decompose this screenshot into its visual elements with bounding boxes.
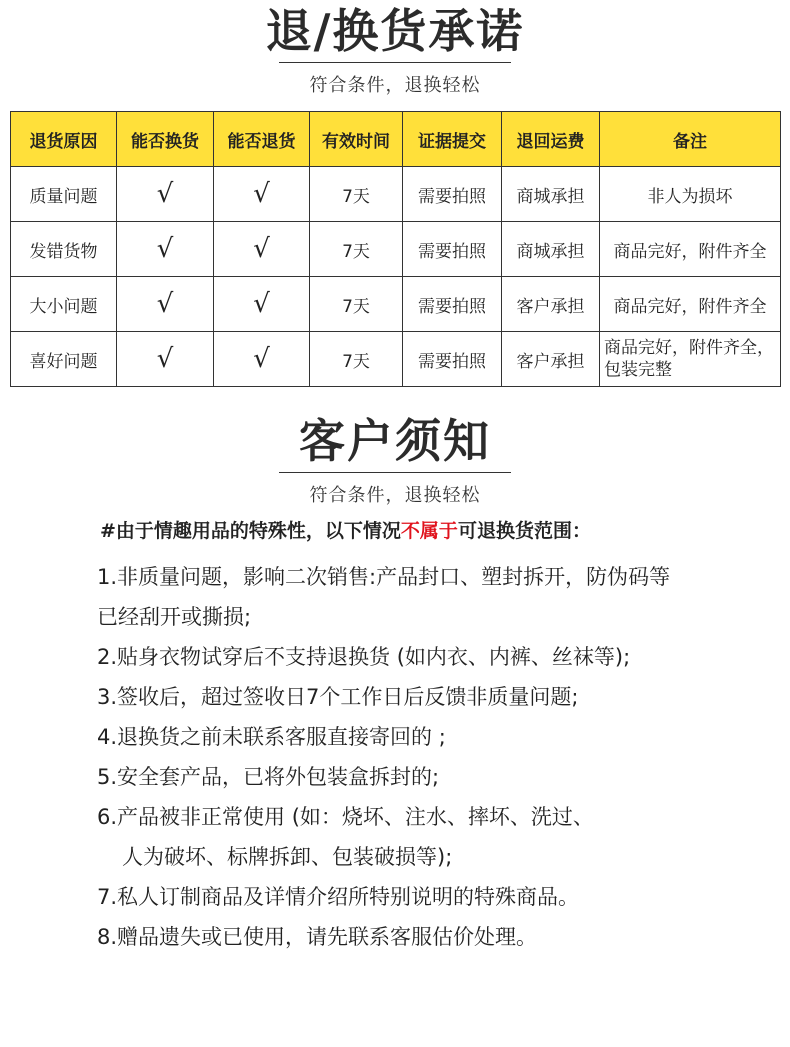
notice-lead-highlight: 不属于 [400, 520, 458, 542]
customer-notice-subtitle: 符合条件，退换轻松 [309, 485, 481, 506]
return-policy-table [10, 111, 781, 387]
check-icon: √ [117, 332, 214, 387]
title-underline [279, 62, 511, 63]
check-icon: √ [214, 332, 310, 387]
notice-item: 4.退换货之前未联系客服直接寄回的 ; [97, 725, 446, 749]
header-valid-period: 有效时间 [310, 112, 403, 167]
cell-evidence: 需要拍照 [403, 332, 502, 387]
table-row [11, 222, 781, 277]
notice-lead-text-end: 可退换货范围： [457, 520, 591, 542]
check-icon: √ [117, 277, 214, 332]
header-can-exchange: 能否换货 [117, 112, 214, 167]
return-promise-header [0, 4, 790, 97]
check-icon: √ [117, 167, 214, 222]
cell-period: 7天 [310, 167, 403, 222]
notice-lead [100, 516, 780, 543]
cell-shipping: 商城承担 [502, 167, 600, 222]
check-icon: √ [214, 222, 310, 277]
notice-item: 6.产品被非正常使用 (如：烧坏、注水、摔坏、洗过、 [97, 805, 594, 829]
notice-list [97, 516, 780, 957]
header-evidence: 证据提交 [403, 112, 502, 167]
header-can-return: 能否退货 [214, 112, 310, 167]
cell-remark: 非人为损坏 [600, 167, 781, 222]
table-header-row [11, 112, 781, 167]
notice-item: 2.贴身衣物试穿后不支持退换货 (如内衣、内裤、丝袜等); [97, 645, 631, 669]
return-promise-subtitle: 符合条件，退换轻松 [309, 75, 481, 96]
cell-evidence: 需要拍照 [403, 222, 502, 277]
check-icon: √ [214, 277, 310, 332]
table-row [11, 167, 781, 222]
notice-item: 7.私人订制商品及详情介绍所特别说明的特殊商品。 [97, 885, 580, 909]
cell-reason: 质量问题 [11, 167, 117, 222]
notice-item: 8.赠品遗失或已使用，请先联系客服估价处理。 [97, 925, 538, 949]
cell-remark: 商品完好，附件齐全 [600, 277, 781, 332]
notice-item: 5.安全套产品，已将外包装盒拆封的; [97, 765, 440, 789]
return-promise-title: 退/换货承诺 [265, 4, 525, 58]
check-icon: √ [214, 167, 310, 222]
table-row [11, 277, 781, 332]
cell-remark: 商品完好，附件齐全，包装完整 [600, 332, 781, 387]
header-remarks: 备注 [600, 112, 781, 167]
cell-evidence: 需要拍照 [403, 167, 502, 222]
cell-reason: 喜好问题 [11, 332, 117, 387]
cell-period: 7天 [310, 222, 403, 277]
cell-period: 7天 [310, 332, 403, 387]
cell-remark: 商品完好，附件齐全 [600, 222, 781, 277]
cell-reason: 发错货物 [11, 222, 117, 277]
table-row [11, 332, 781, 387]
notice-item: 人为破坏、标牌拆卸、包装破损等); [122, 845, 453, 869]
cell-shipping: 客户承担 [502, 277, 600, 332]
notice-item: 3.签收后，超过签收日7个工作日后反馈非质量问题; [97, 685, 579, 709]
cell-shipping: 商城承担 [502, 222, 600, 277]
cell-period: 7天 [310, 277, 403, 332]
customer-notice-title: 客户须知 [299, 414, 491, 468]
header-return-reason: 退货原因 [11, 112, 117, 167]
check-icon: √ [117, 222, 214, 277]
cell-reason: 大小问题 [11, 277, 117, 332]
title-underline [279, 472, 511, 473]
notice-lead-text: #由于情趣用品的特殊性，以下情况 [100, 520, 401, 542]
cell-shipping: 客户承担 [502, 332, 600, 387]
customer-notice-header [0, 414, 790, 507]
cell-evidence: 需要拍照 [403, 277, 502, 332]
header-return-shipping: 退回运费 [502, 112, 600, 167]
notice-item: 1.非质量问题，影响二次销售:产品封口、塑封拆开，防伪码等 [97, 565, 671, 589]
notice-item: 已经刮开或撕损; [97, 605, 252, 629]
